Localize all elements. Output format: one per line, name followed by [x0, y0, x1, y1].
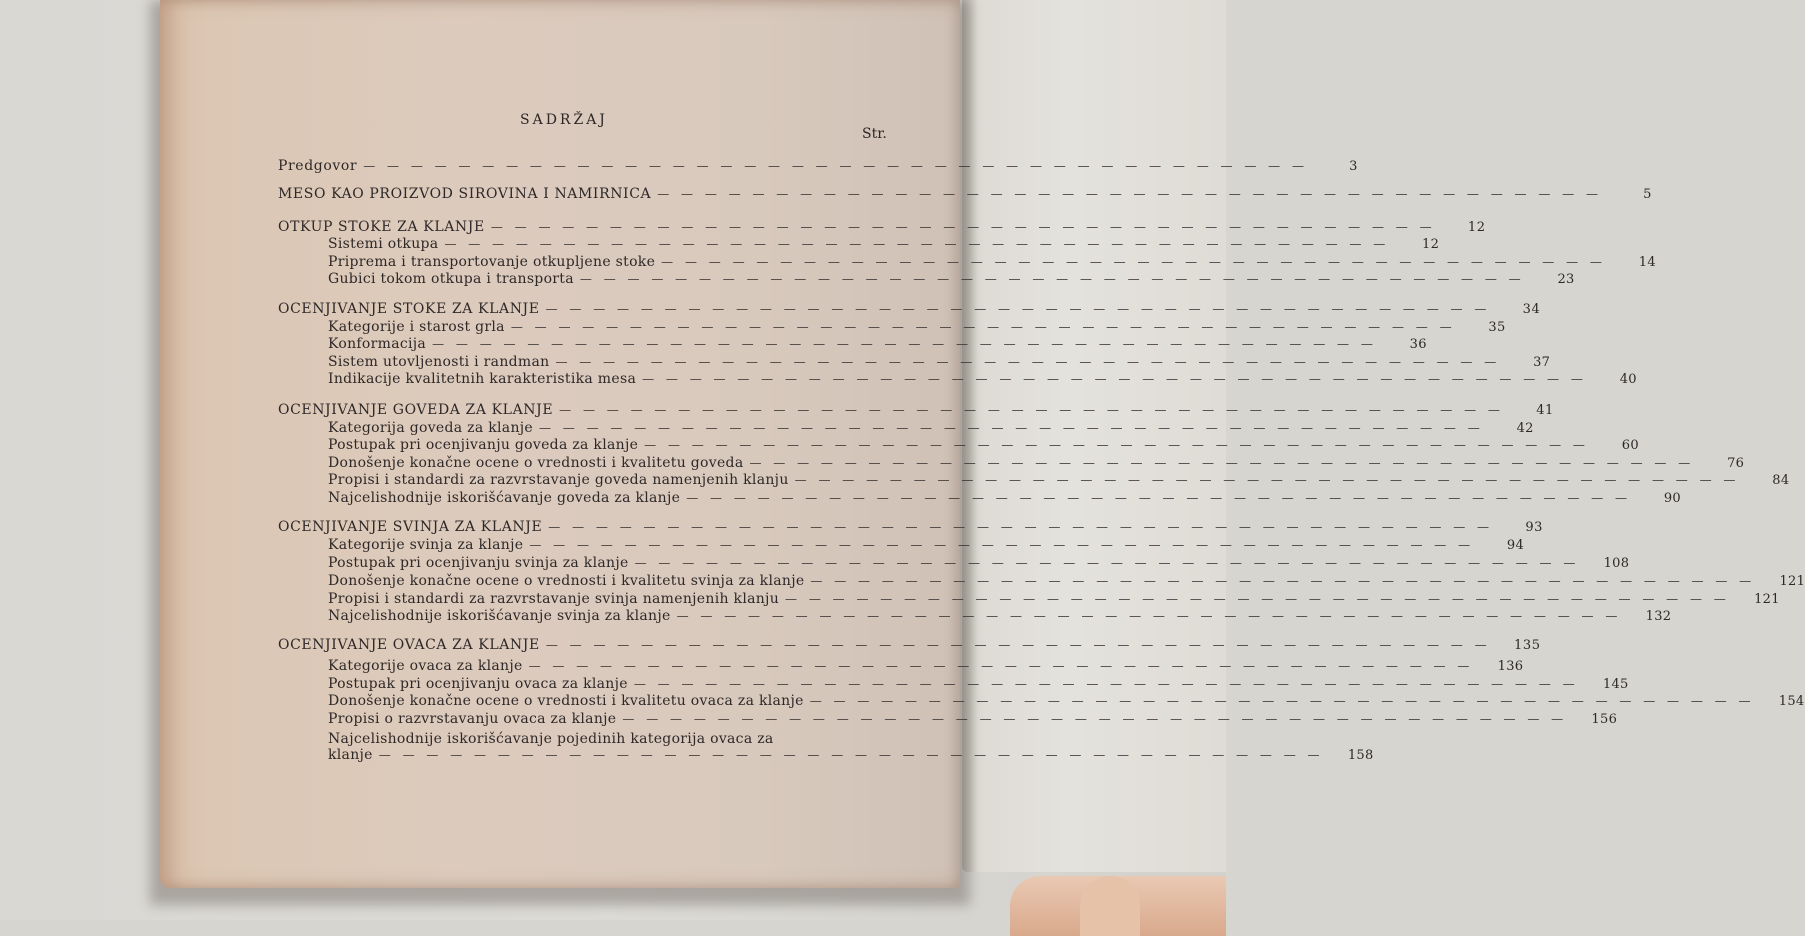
toc-section-entry — [278, 519, 1544, 535]
toc-subsection-entry — [328, 420, 1534, 436]
toc-entry-text: Kategorije svinja za klanje — [328, 537, 524, 553]
toc-entry-text: Propisi i standardi za razvrstavanje goveda namenjenih klanju — [328, 472, 789, 488]
toc-entry-text: Najcelishodnije iskorišćavanje svinja za klanje — [328, 608, 671, 624]
toc-subsection-entry — [328, 472, 1790, 488]
toc-page-number: 121 — [1754, 592, 1780, 607]
dash-leader: — — — — — — — — — — — — — — — — — — — — — — — — — — — — — — — — — — — — — — — — — [510, 320, 1456, 334]
dash-leader: — — — — — — — — — — — — — — — — — — — — — — — — — — — — — — — — — — — — — — — — — [785, 592, 1730, 606]
toc-entry-text: Sistem utovljenosti i randman — [328, 354, 550, 370]
toc-page-number: 121 — [1779, 574, 1805, 589]
toc-entry-text: Donošenje konačne ocene o vrednosti i kvalitetu svinja za klanje — [328, 573, 805, 589]
toc-entry-text: Sistemi otkupa — [328, 236, 439, 252]
toc-subsection-entry — [328, 336, 1427, 352]
dash-leader: — — — — — — — — — — — — — — — — — — — — — — — — — — — — — — — — — — — — — — — — — [529, 538, 1475, 552]
toc-entry-text: Gubici tokom otkupa i transporta — [328, 271, 574, 287]
toc-entry-text: Kategorije i starost grla — [328, 319, 505, 335]
toc-entry-text: Kategorije ovaca za klanje — [328, 658, 523, 674]
toc-entry-text: Donošenje konačne ocene o vrednosti i kvalitetu ovaca za klanje — [328, 693, 804, 709]
toc-page-number: 34 — [1522, 302, 1541, 317]
toc-page-number: 84 — [1772, 473, 1790, 488]
toc-entry-text: Postupak pri ocenjivanju goveda za klanje — [328, 437, 639, 453]
toc-subsection-entry — [328, 731, 898, 747]
facing-page — [962, 0, 1226, 872]
toc-subsection-entry — [328, 608, 1672, 624]
toc-subsection-entry — [328, 371, 1637, 387]
dash-leader: — — — — — — — — — — — — — — — — — — — — — — — — — — — — — — — — — — — — — — — — — [642, 372, 1587, 386]
dash-leader: — — — — — — — — — — — — — — — — — — — — — — — — — — — — — — — — — — — — — — — — — [657, 187, 1602, 201]
toc-section-entry — [278, 219, 1486, 235]
dash-leader: — — — — — — — — — — — — — — — — — — — — — — — — — — — — — — — — — — — — — — — — — [432, 337, 1377, 351]
dash-leader: — — — — — — — — — — — — — — — — — — — — — — — — — — — — — — — — — — — — — — — — — [686, 491, 1631, 505]
toc-subsection-entry — [328, 711, 1618, 727]
toc-entry-text: Postupak pri ocenjivanju svinja za klanje — [328, 555, 629, 571]
dash-leader: — — — — — — — — — — — — — — — — — — — — — — — — — — — — — — — — — — — — — — — — — [622, 712, 1568, 726]
dash-leader: — — — — — — — — — — — — — — — — — — — — — — — — — — — — — — — — — — — — — — — — — [676, 609, 1622, 623]
toc-subsection-entry — [328, 319, 1506, 335]
dash-leader: — — — — — — — — — — — — — — — — — — — — — — — — — — — — — — — — — — — — — — — — — [644, 438, 1589, 452]
toc-section-entry — [278, 158, 1358, 174]
toc-page-number: 76 — [1727, 456, 1745, 471]
dash-leader: — — — — — — — — — — — — — — — — — — — — — — — — — — — — — — — — — — — — — — — — — [444, 237, 1390, 251]
dash-leader: — — — — — — — — — — — — — — — — — — — — — — — — — — — — — — — — — — — — — — — — — [545, 302, 1491, 316]
toc-page-number: 40 — [1619, 372, 1637, 387]
toc-page-number: 12 — [1467, 220, 1486, 235]
toc-page-number: 14 — [1638, 255, 1656, 270]
toc-entry-text: OCENJIVANJE STOKE ZA KLANJE — [278, 301, 540, 317]
toc-entry-text: Priprema i transportovanje otkupljene stoke — [328, 254, 656, 270]
toc-page-number: 93 — [1525, 520, 1544, 535]
toc-subsection-entry — [328, 693, 1805, 709]
toc-subsection-entry — [328, 537, 1525, 553]
toc-subsection-entry — [328, 676, 1629, 692]
toc-subsection-entry — [328, 455, 1745, 471]
dash-leader: — — — — — — — — — — — — — — — — — — — — — — — — — — — — — — — — — — — — — — — — — [634, 556, 1580, 570]
toc-subsection-entry — [328, 271, 1575, 287]
toc-page-number: 42 — [1516, 421, 1534, 436]
toc-page-number: 158 — [1347, 748, 1374, 763]
toc-subsection-entry — [328, 437, 1639, 453]
toc-page-number: 37 — [1533, 355, 1551, 370]
toc-page-number: 36 — [1409, 337, 1427, 352]
toc-entry-text: OCENJIVANJE GOVEDA ZA KLANJE — [278, 402, 554, 418]
toc-page-number: 136 — [1497, 659, 1524, 674]
toc-entry-text: OCENJIVANJE SVINJA ZA KLANJE — [278, 519, 543, 535]
toc-entry-text: Konformacija — [328, 336, 427, 352]
toc-entry-text: Najcelishodnije iskorišćavanje pojedinih kategorija ovaca za — [328, 731, 774, 747]
toc-entry-text: Propisi o razvrstavanju ovaca za klanje — [328, 711, 617, 727]
dash-leader: — — — — — — — — — — — — — — — — — — — — — — — — — — — — — — — — — — — — — — — — — [548, 520, 1494, 534]
toc-section-entry — [278, 402, 1554, 418]
toc-entry-text: OCENJIVANJE OVACA ZA KLANJE — [278, 637, 540, 653]
dash-leader: — — — — — — — — — — — — — — — — — — — — — — — — — — — — — — — — — — — — — — — — — [363, 159, 1308, 173]
toc-subsection-entry — [328, 747, 1374, 763]
toc-subsection-entry — [328, 555, 1630, 571]
toc-page-number: 90 — [1663, 491, 1681, 506]
toc-page-number: 3 — [1349, 159, 1358, 174]
dash-leader: — — — — — — — — — — — — — — — — — — — — — — — — — — — — — — — — — — — — — — — — — [555, 355, 1501, 369]
toc-page-number: 132 — [1645, 609, 1672, 624]
toc-entry-text: OTKUP STOKE ZA KLANJE — [278, 219, 485, 235]
dash-leader: — — — — — — — — — — — — — — — — — — — — — — — — — — — — — — — — — — — — — — — — — [794, 473, 1740, 487]
toc-entry-text: Kategorija goveda za klanje — [328, 420, 533, 436]
dash-leader: — — — — — — — — — — — — — — — — — — — — — — — — — — — — — — — — — — — — — — — — — [661, 255, 1606, 269]
toc-page-number: 108 — [1603, 556, 1630, 571]
dash-leader: — — — — — — — — — — — — — — — — — — — — — — — — — — — — — — — — — — — — — — — — — [490, 220, 1436, 234]
toc-page-number: 23 — [1557, 272, 1575, 287]
page-column-label: Str. — [862, 126, 887, 142]
toc-entry-text: MESO KAO PROIZVOD SIROVINA I NAMIRNICA — [278, 186, 652, 202]
toc-entry-text: Predgovor — [278, 158, 358, 174]
hand — [1010, 876, 1226, 936]
toc-page-number: 12 — [1422, 237, 1440, 252]
toc-entry-text: klanje — [328, 747, 373, 763]
toc-page-number: 135 — [1513, 638, 1541, 653]
toc-page-number: 41 — [1536, 403, 1554, 418]
toc-subsection-entry — [328, 254, 1656, 270]
dash-leader: — — — — — — — — — — — — — — — — — — — — — — — — — — — — — — — — — — — — — — — — — [528, 659, 1474, 673]
toc-page-number: 156 — [1591, 712, 1618, 727]
toc-page-number: 94 — [1506, 538, 1525, 553]
toc-page-number: 145 — [1602, 677, 1629, 692]
toc-subsection-entry — [328, 591, 1780, 607]
toc-section-entry — [278, 186, 1652, 202]
toc-entry-text: Propisi i standardi za razvrstavanje svinja namenjenih klanju — [328, 591, 780, 607]
toc-subsection-entry — [328, 236, 1440, 252]
dash-leader: — — — — — — — — — — — — — — — — — — — — — — — — — — — — — — — — — — — — — — — — — [559, 403, 1504, 417]
dash-leader: — — — — — — — — — — — — — — — — — — — — — — — — — — — — — — — — — — — — — — — — — [749, 456, 1695, 470]
toc-page-number: 5 — [1643, 187, 1652, 202]
toc-page-number: 154 — [1778, 694, 1805, 709]
toc-subsection-entry — [328, 354, 1551, 370]
toc-subsection-entry — [328, 658, 1524, 674]
page-title: SADRŽAJ — [520, 112, 608, 128]
toc-page-number: 60 — [1621, 438, 1639, 453]
dash-leader: — — — — — — — — — — — — — — — — — — — — — — — — — — — — — — — — — — — — — — — — — [810, 574, 1756, 588]
toc-subsection-entry — [328, 573, 1805, 589]
dash-leader: — — — — — — — — — — — — — — — — — — — — — — — — — — — — — — — — — — — — — — — — — [579, 272, 1525, 286]
toc-subsection-entry — [328, 490, 1681, 506]
dash-leader: — — — — — — — — — — — — — — — — — — — — — — — — — — — — — — — — — — — — — — — — — [545, 638, 1491, 652]
dash-leader: — — — — — — — — — — — — — — — — — — — — — — — — — — — — — — — — — — — — — — — — — [809, 694, 1755, 708]
toc-entry-text: Donošenje konačne ocene o vrednosti i kvalitetu goveda — [328, 455, 744, 471]
toc-entry-text: Postupak pri ocenjivanju ovaca za klanje — [328, 676, 628, 692]
toc-section-entry — [278, 637, 1541, 653]
dash-leader: — — — — — — — — — — — — — — — — — — — — — — — — — — — — — — — — — — — — — — — — — [633, 677, 1579, 691]
toc-page-number: 35 — [1488, 320, 1506, 335]
toc-entry-text: Indikacije kvalitetnih karakteristika mesa — [328, 371, 637, 387]
toc-section-entry — [278, 301, 1541, 317]
toc-entry-text: Najcelishodnije iskorišćavanje goveda za klanje — [328, 490, 681, 506]
dash-leader: — — — — — — — — — — — — — — — — — — — — — — — — — — — — — — — — — — — — — — — — — [378, 748, 1324, 762]
dash-leader: — — — — — — — — — — — — — — — — — — — — — — — — — — — — — — — — — — — — — — — — — [538, 421, 1484, 435]
